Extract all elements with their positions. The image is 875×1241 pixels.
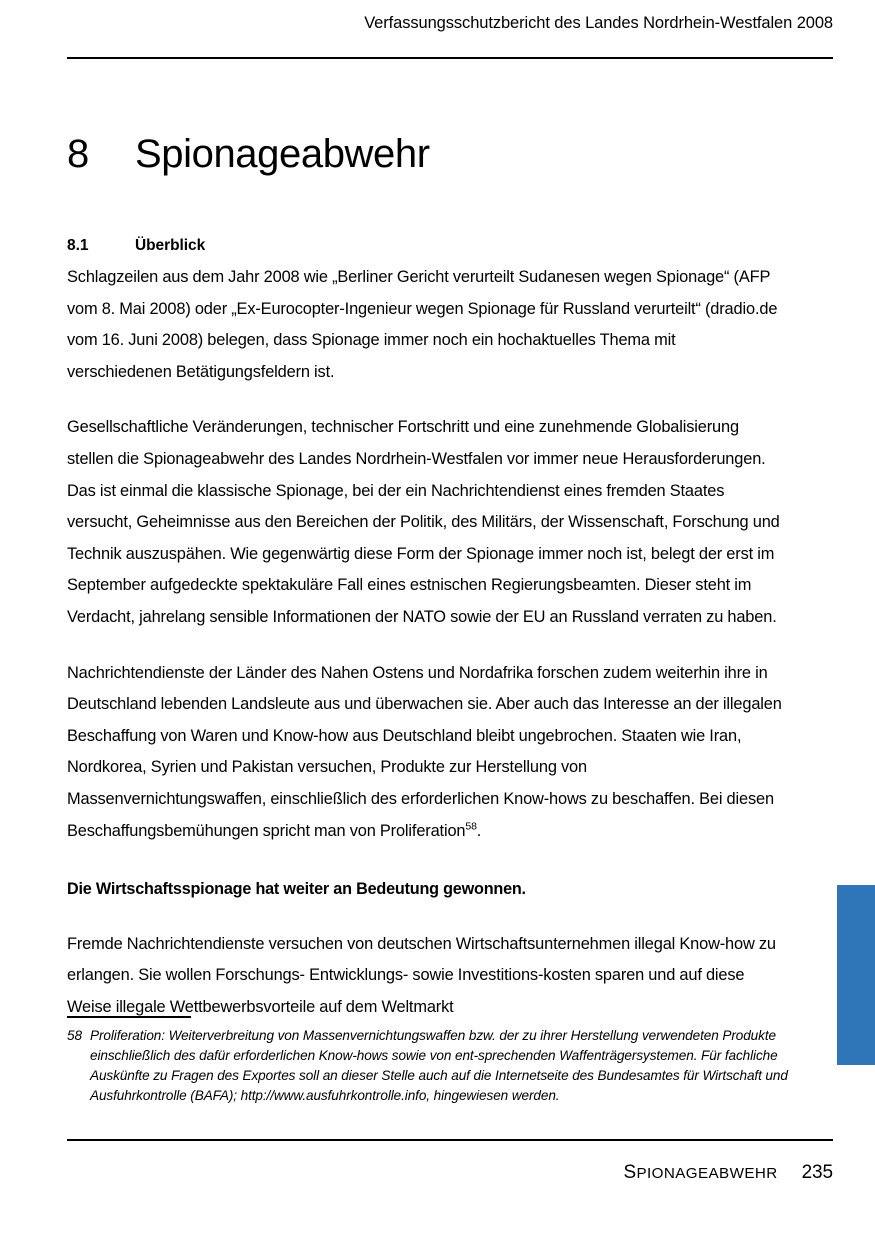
footnote-block — [67, 1026, 797, 1106]
footer-rule — [67, 1139, 833, 1141]
chapter-title — [67, 130, 430, 178]
section-title-text: Überblick — [135, 236, 206, 254]
page-number: 235 — [801, 1162, 833, 1183]
page-footer — [67, 1162, 833, 1184]
header-rule — [67, 57, 833, 59]
footer-section-rest: PIONAGEABWEHR — [636, 1165, 778, 1182]
footnote-entry — [67, 1026, 797, 1106]
footnote-text: Proliferation: Weiterverbreitung von Massenvernichtungswaffen bzw. der zu ihrer Herstellung verwendeten Produkte einschließlich des dafür erforderlichen Know-hows sowie von ent-sprechenden Waffenträgersystemen. Für fachliche Auskünfte zu Fragen des Exportes soll an dieser Stelle auch auf die Internetseite des Bundesamtes für Wirtschaft und Ausfuhrkontrolle (BAFA); http://www.ausfuhrkontrolle.info, hingewiesen werden. — [90, 1028, 788, 1103]
running-head: Verfassungsschutzbericht des Landes Nordrhein-Westfalen 2008 — [364, 14, 833, 32]
chapter-title-text: Spionageabwehr — [135, 131, 430, 176]
bold-lead-paragraph: Die Wirtschaftsspionage hat weiter an Bedeutung gewonnen. — [67, 880, 526, 899]
section-number: 8.1 — [67, 236, 89, 254]
paragraph-3-terminator: . — [476, 821, 482, 840]
body-column — [67, 262, 783, 1047]
footnote-number: 58 — [67, 1028, 82, 1043]
section-heading — [67, 235, 205, 257]
paragraph-4: Fremde Nachrichtendienste versuchen von deutschen Wirtschaftsunternehmen illegal Know-how zu erlangen. Sie wollen Forschungs- Entwicklungs- sowie Investitions-kosten sparen und auf diese Weise illegale Wettbewerbsvorteile auf dem Weltmarkt — [67, 934, 776, 1016]
footer-section-initial: S — [623, 1162, 637, 1183]
paragraph-3-text: Nachrichtendienste der Länder des Nahen Ostens und Nordafrika forschen zudem weiterhin ihre in Deutschland lebenden Landsleute aus und überwachen sie. Aber auch das Interesse an der illegalen Beschaffung von Waren und Know-how aus Deutschland bleibt ungebrochen. Staaten wie Iran, Nordkorea, Syrien und Pakistan versuchen, Produkte zur Herstellung von Massenvernichtungswaffen, einschließlich des erforderlichen Know-hows zu beschaffen. Bei diesen Beschaffungsbemühungen spricht man von Proliferation — [67, 663, 782, 840]
paragraph-2: Gesellschaftliche Veränderungen, technischer Fortschritt und eine zunehmende Globalisierung stellen die Spionageabwehr des Landes Nordrhein-Westfalen vor immer neue Herausforderungen. Das ist einmal die klassische Spionage, bei der ein Nachrichtendienst eines fremden Staates versucht, Geheimnisse aus den Bereichen der Politik, des Militärs, der Wissenschaft, Forschung und Technik auszuspähen. Wie gegenwärtig diese Form der Spionage immer noch ist, belegt der erst im September aufgedeckte spektakuläre Fall eines estnischen Regierungsbeamten. Dieser steht im Verdacht, jahrelang sensible Informationen der NATO sowie der EU an Russland verraten zu haben. — [67, 418, 780, 626]
footnote-reference-58[interactable]: 58 — [465, 820, 477, 833]
paragraph-3 — [67, 658, 783, 848]
chapter-number: 8 — [67, 131, 89, 176]
footnote-separator-rule — [67, 1016, 191, 1018]
chapter-thumb-tab — [837, 885, 875, 1065]
paragraph-1: Schlagzeilen aus dem Jahr 2008 wie „Berliner Gericht verurteilt Sudanesen wegen Spionage“ (AFP vom 8. Mai 2008) oder „Ex-Eurocopter-Ingenieur wegen Spionage für Russland verurteilt“ (dradio.de vom 16. Juni 2008) belegen, dass Spionage immer noch ein hochaktuelles Thema mit verschiedenen Betätigungsfeldern ist. — [67, 268, 778, 381]
footer-section-label — [623, 1162, 778, 1183]
